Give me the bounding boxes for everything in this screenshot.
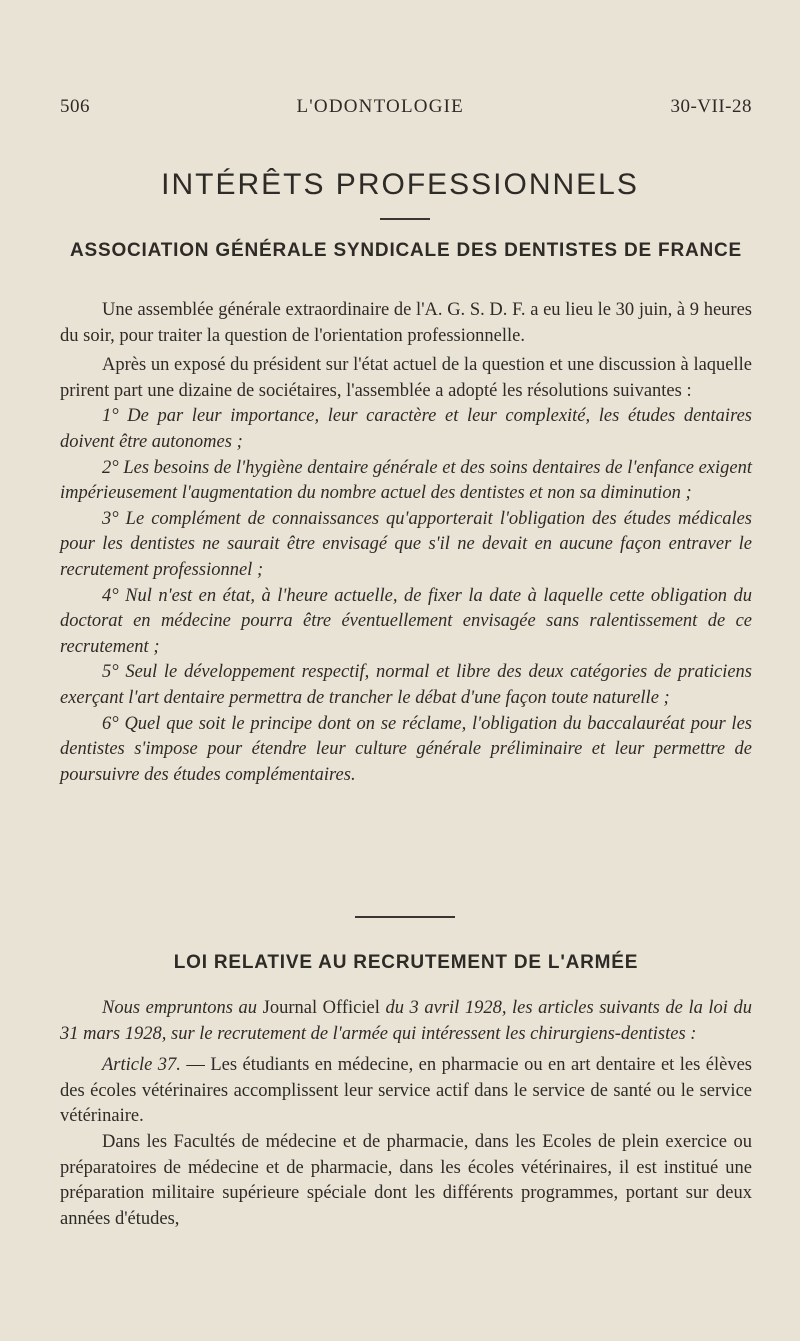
resolution-item: 3° Le complément de connaissances qu'apporterait l'obligation des études médicales pour les dentistes ne saurait être envisagé que s'il ne devait en aucune façon entraver le recrutement professionnel ; <box>60 508 752 580</box>
article-heading-loi: LOI RELATIVE AU RECRUTEMENT DE L'ARMÉE <box>173 952 639 973</box>
article-37-paragraph <box>60 1053 752 1130</box>
article-body-loi <box>60 996 752 1232</box>
resolution-item: 2° Les besoins de l'hygiène dentaire générale et des soins dentaires de l'enfance exigent impérieusement l'augmentation du nombre actuel des dentistes et non sa diminution ; <box>60 457 752 504</box>
issue-date: 30-VII-28 <box>670 96 752 117</box>
resolution-item: 6° Quel que soit le principe dont on se réclame, l'obligation du baccalauréat pour les dentistes s'impose pour étendre leur culture générale préliminaire et leur permettre de poursuivre des études complémentaires. <box>60 713 752 785</box>
page-number: 506 <box>60 96 90 117</box>
intro-text-cont: du 3 avril 1928, les articles suivants de la loi du 31 mars 1928, sur le recrutement de l'armée qui intéressent les chirurgiens-dentistes : <box>60 998 753 1044</box>
resolution-item: 4° Nul n'est en état, à l'heure actuelle, de fixer la date à laquelle cette obligation du doctorat en médecine pourra être éventuellement envisagée sans ralentissement de ce recrutement ; <box>60 585 752 657</box>
article-heading-association: ASSOCIATION GÉNÉRALE SYNDICALE DES DENTISTES DE FRANCE <box>69 240 743 261</box>
intro-text: Nous empruntons au <box>102 998 258 1018</box>
title-rule <box>380 218 430 220</box>
journal-title: L'ODONTOLOGIE <box>296 96 464 117</box>
section-title: INTÉRÊTS PROFESSIONNELS <box>161 168 639 201</box>
article-37-text: — Les étudiants en médecine, en pharmacie ou en art dentaire et les élèves des écoles vétérinaires accomplissent leur service actif dans le service de santé ou le service vétérinaire. <box>60 1055 752 1127</box>
resolution-item: 1° De par leur importance, leur caractère et leur complexité, les études dentaires doivent être autonomes ; <box>60 406 752 452</box>
paragraph: Après un exposé du président sur l'état actuel de la question et une discussion à laquelle prirent part une dizaine de sociétaires, l'assemblée a adopté les résolutions suivantes : <box>60 355 752 401</box>
running-header <box>60 96 752 118</box>
section-divider <box>355 916 455 918</box>
journal-name: Journal Officiel <box>262 998 380 1018</box>
article-37-label: Article 37. <box>102 1055 181 1076</box>
resolution-item: 5° Seul le développement respectif, normal et libre des deux catégories de praticiens exerçant l'art dentaire permettra de trancher le débat d'une façon toute naturelle ; <box>60 662 752 708</box>
paragraph: Une assemblée générale extraordinaire de l'A. G. S. D. F. a eu lieu le 30 juin, à 9 heures du soir, pour traiter la question de l'orientation professionnelle. <box>60 300 752 346</box>
article-body-association <box>60 298 752 788</box>
intro-paragraph <box>60 996 752 1047</box>
paragraph: Dans les Facultés de médecine et de pharmacie, dans les Ecoles de plein exercice ou préparatoires de médecine et de pharmacie, dans les écoles vétérinaires, il est institué une préparation militaire supérieure spéciale dont les différents programmes, portant sur deux années d'études, <box>60 1131 752 1229</box>
